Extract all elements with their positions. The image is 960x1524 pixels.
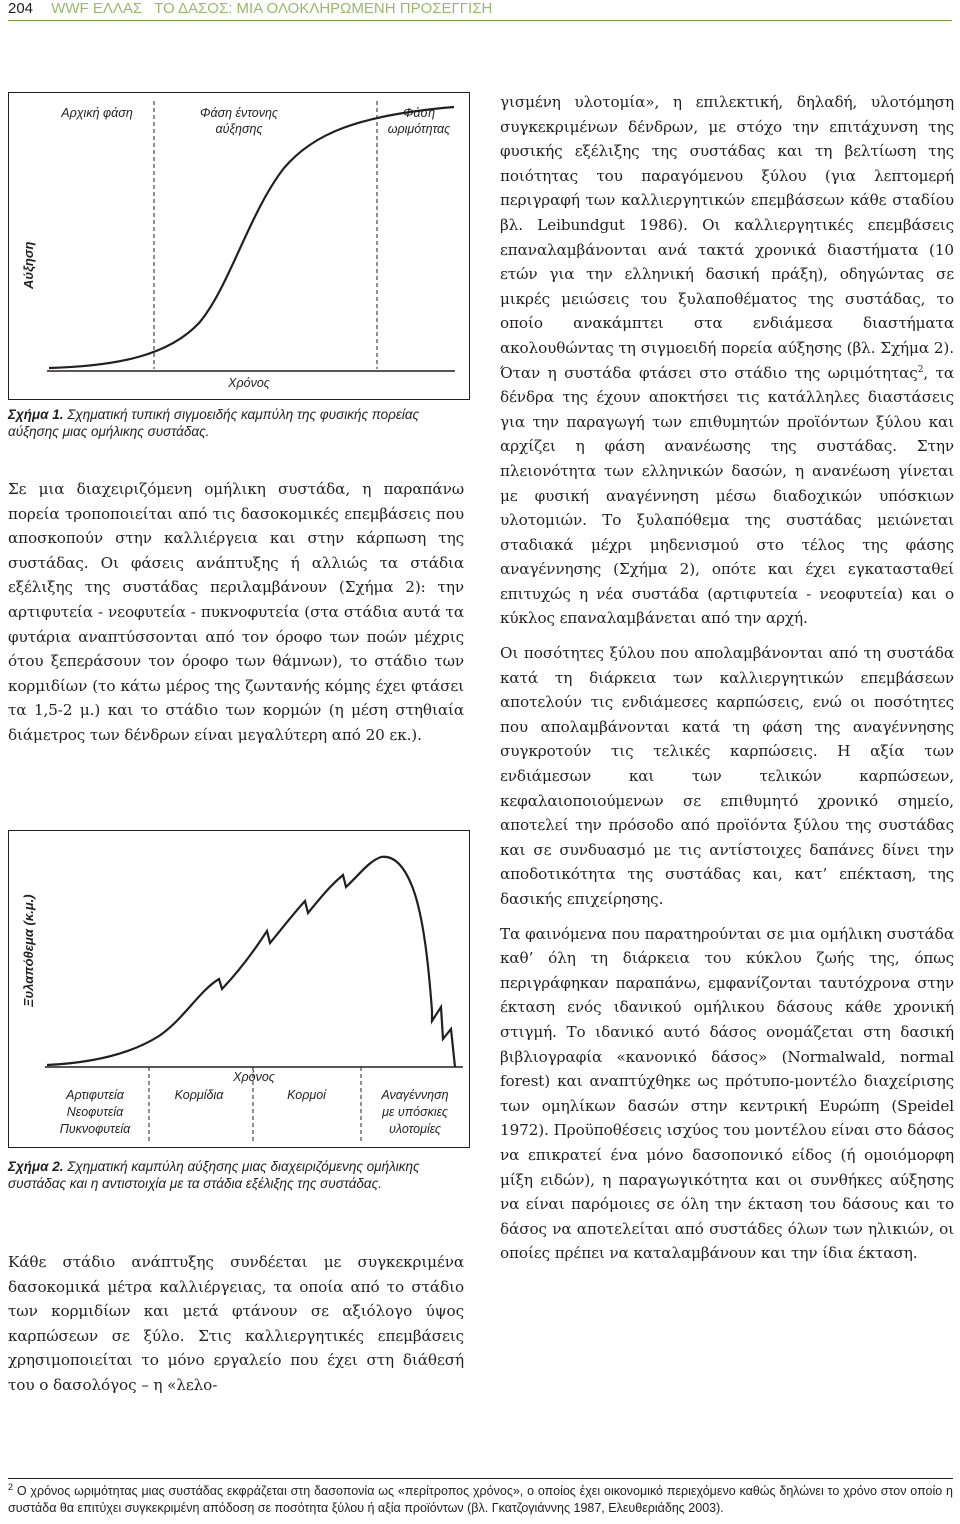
right-column-text <box>500 90 954 1266</box>
figure-2-stage-regeneration-line2: με υπόσκιες <box>382 1105 448 1119</box>
paragraph: Σε μια διαχειριζόμενη ομήλικη συστάδα, η παραπάνω πορεία τροποποιείται από τις δασοκομικές επεμβάσεις που αποσκοπούν στην καλλιέργεια και στην κάρπωση της συστάδας. Οι φάσεις ανάπτυξης ή αλλιώς τα στάδια εξέλιξης της συστάδας περιλαμβάνουν (Σχήμα 2): την αρτιφυτεία - νεοφυτεία - πυκνοφυτεία (στα στάδια αυτά τα φυτάρια αναπτύσσονται από τον όροφο των ποών μέχρις ότου ξεπεράσουν τον όροφο των θάμνων), το στάδιο των κορμιδίων (το κάτω μέρος της ζωντανής κόμης έχει φτάσει τα 1,5-2 μ.) και το στάδιο των κορμών (η μέση στηθιαία διάμετρος των δένδρων είναι μεγαλύτερη από 20 εκ.). <box>8 480 464 744</box>
figure-1-growth-curve <box>49 107 454 368</box>
figure-2-stage-planting-line1: Αρτιφυτεία <box>66 1088 124 1102</box>
figure-1-phase-mature-line1: Φάση <box>402 106 436 120</box>
figure-2-caption-label: Σχήμα 2. <box>8 1159 64 1174</box>
figure-2-stage-planting-line2: Νεοφυτεία <box>66 1105 124 1119</box>
footnote-text: Ο χρόνος ωριμότητας μιας συστάδας εκφράζεται στη δασοπονία ως «περίτροπος χρόνος», ο οποίος έχει οικονομικό περιεχόμενο καθώς δηλώνει το χρόνο στον οποίο η συστάδα θα επιτύχει συγκεκριμένη απόδοση σε ποσότητα ξύλου ή αξία προϊόντων (βλ. Γκατζογιάννης 1987, Ελευθεριάδης 2003). <box>8 1484 953 1515</box>
brand-name: WWF ΕΛΛΑΣ <box>51 0 143 17</box>
figure-2-sawtooth-curve <box>47 857 455 1067</box>
figure-1-sigmoid-growth <box>8 92 470 400</box>
footnote <box>8 1478 953 1517</box>
figure-2-x-label: Χρόνος <box>233 1070 275 1084</box>
footnote-reference[interactable]: 2 <box>917 364 924 375</box>
left-column-text-top <box>8 477 464 748</box>
figure-1-plot <box>9 93 469 399</box>
figure-1-phase-mature-line2: ωριμότητας <box>387 122 451 136</box>
figure-2-caption <box>8 1158 470 1192</box>
figure-1-caption <box>8 406 470 440</box>
figure-2-stage-poles: Κορμίδια <box>174 1088 224 1102</box>
figure-1-phase-initial: Αρχική φάση <box>61 106 133 120</box>
figure-2-stage-regeneration-line1: Αναγέννηση <box>381 1088 449 1102</box>
paragraph: Οι ποσότητες ξύλου που απολαμβάνονται από τη συστάδα κατά τη διάρκεια των καλλιεργητικών επεμβάσεων αποτελούν τις ενδιάμεσες καρπώσεις, ενώ οι ποσότητες που απολαμβάνονται κατά τη φάση της αναγέννησης συγκροτούν τις τελικές καρπώσεις. Η αξία των ενδιάμεσων και των τελικών καρπώσεων, κεφαλαιοποιούμενων σε επιθυμητό χρονικό σημείο, αποτελεί την πρόσοδο από προϊόντα ξύλου της συστάδας και σε συνδυασμό με τις αντίστοιχες δαπάνες δίνει την αποδοτικότητα της συστάδας και, κατ’ επέκταση, της δασικής επιχείρησης. <box>500 644 954 908</box>
left-column-text-bottom <box>8 1250 464 1398</box>
paragraph: Τα φαινόμενα που παρατηρούνται σε μια ομήλικη συστάδα καθ’ όλη τη διάρκεια του κύκλου ζωής της, όπως περιγράφηκαν παραπάνω, εμφανίζονται ταυτόχρονα στην έκταση ενός ιδανικού ομήλικου δάσους κάθε χρονική στιγμή. Το ιδανικό αυτό δάσος ονομάζεται στη δασική βιβλιογραφία «κανονικό δάσος» (Normalwald, normal forest) και αναπτύχθηκε ως πρότυπο-μοντέλο διαχείρισης των ομηλίκων δασών στην κεντρική Ευρώπη (Speidel 1972). Προϋποθέσεις ισχύος του μοντέλου είναι στο δάσος να επικρατεί ένα μόνο δασοπονικό είδος (ή ομοιόμορφη μίξη ειδών), η παραγωγικότητα και οι συνθήκες αύξησης να είναι παρόμοιες σε όλη την έκταση του δάσους και το δάσος να αποτελείται από συστάδες όλων των ηλικιών, οι οποίες πρέπει να καταλαμβάνουν και την ίδια έκταση. <box>500 924 954 1263</box>
figure-2-caption-text: Σχηματική καμπύλη αύξησης μιας διαχειριζόμενης ομήλικης συστάδας και η αντιστοιχία με τα στάδια εξέλιξης της συστάδας. <box>8 1159 420 1191</box>
figure-1-caption-label: Σχήμα 1. <box>8 407 64 422</box>
figure-2-stage-regeneration-line3: υλοτομίες <box>389 1122 441 1136</box>
paragraph-part: , τα δένδρα της έχουν αποκτήσει τις κατάλληλες διαστάσεις για την παραγωγή των επιθυμητών προϊόντων ξύλου και αρχίζει η φάση ανανέωσης της συστάδας. Στην πλειονότητα των ελληνικών δασών, η ανανέωση γίνεται με φυσική αναγέννηση μέσω διαδοχικών υπόσκιων υλοτομιών. Το ξυλαπόθεμα της συστάδας μειώνεται σταδιακά μέχρι μηδενισμού στο τέλος της φάσης αναγέννησης (Σχήμα 2), οπότε και έχει εγκατασταθεί επιτυχώς η νέα συστάδα (αρτιφυτεία - νεοφυτεία) και ο κύκλος επαναλαμβάνεται από την αρχή. <box>500 363 954 628</box>
figure-1-caption-text: Σχηματική τυπική σιγμοειδής καμπύλη της φυσικής πορείας αύξησης μιας ομήλικης συστάδας. <box>8 407 420 439</box>
figure-2-stage-trunks: Κορμοί <box>287 1088 326 1102</box>
running-header <box>8 0 952 21</box>
paragraph: Κάθε στάδιο ανάπτυξης συνδέεται με συγκεκριμένα δασοκομικά μέτρα καλλιέργειας, τα οποία από το στάδιο των κορμιδίων και μετά φτάνουν σε αξιόλογο ύψος καρπώσεων σε ξύλο. Στις καλλιεργητικές επεμβάσεις χρησιμοποιείται το μόνο εργαλείο που έχει στη διάθεσή του ο δασολόγος – η «λελο- <box>8 1253 464 1394</box>
figure-2-stage-planting-line3: Πυκνοφυτεία <box>59 1122 131 1136</box>
figure-1-x-label: Χρόνος <box>228 376 270 390</box>
figure-1-phase-rapid-line1: Φάση έντονης <box>199 106 278 120</box>
section-title: ΤΟ ΔΑΣΟΣ: ΜΙΑ ΟΛΟΚΛΗΡΩΜΕΝΗ ΠΡΟΣΕΓΓΙΣΗ <box>154 0 493 17</box>
footnote-mark: 2 <box>8 1481 14 1492</box>
figure-2-managed-stand-growth <box>8 830 470 1148</box>
paragraph-part: γισμένη υλοτομία», η επιλεκτική, δηλαδή, υλοτόμηση συγκεκριμένων δένδρων, με στόχο την επιτάχυνση της φυσικής εξέλιξης της συστάδας και τη βελτίωση της ποιότητας του παραγόμενου ξύλου (για λεπτομερή περιγραφή των καλλιεργητικών επεμβάσεων κάθε σταδίου βλ. Leibundgut 1986). Οι καλλιεργητικές επεμβάσεις επαναλαμβάνονται ανά τακτά χρονικά διαστήματα (10 ετών για την ελληνική δασική πράξη), οδηγώντας σε μικρές μειώσεις του ξυλαποθέματος της συστάδας, το οποίο ανακάμπτει στα ενδιάμεσα διαστήματα ακολουθώντας τη σιγμοειδή πορεία αύξησης (βλ. Σχήμα 2). Όταν η συστάδα φτάσει στο στάδιο της ωριμότητας <box>500 93 954 382</box>
figure-1-phase-rapid-line2: αύξησης <box>215 122 263 136</box>
page-number: 204 <box>8 0 34 17</box>
paragraph <box>500 90 954 631</box>
figure-2-y-label: Ξυλαπόθεμα (κ.μ.) <box>21 894 36 1007</box>
figure-1-y-label: Αύξηση <box>21 241 36 289</box>
